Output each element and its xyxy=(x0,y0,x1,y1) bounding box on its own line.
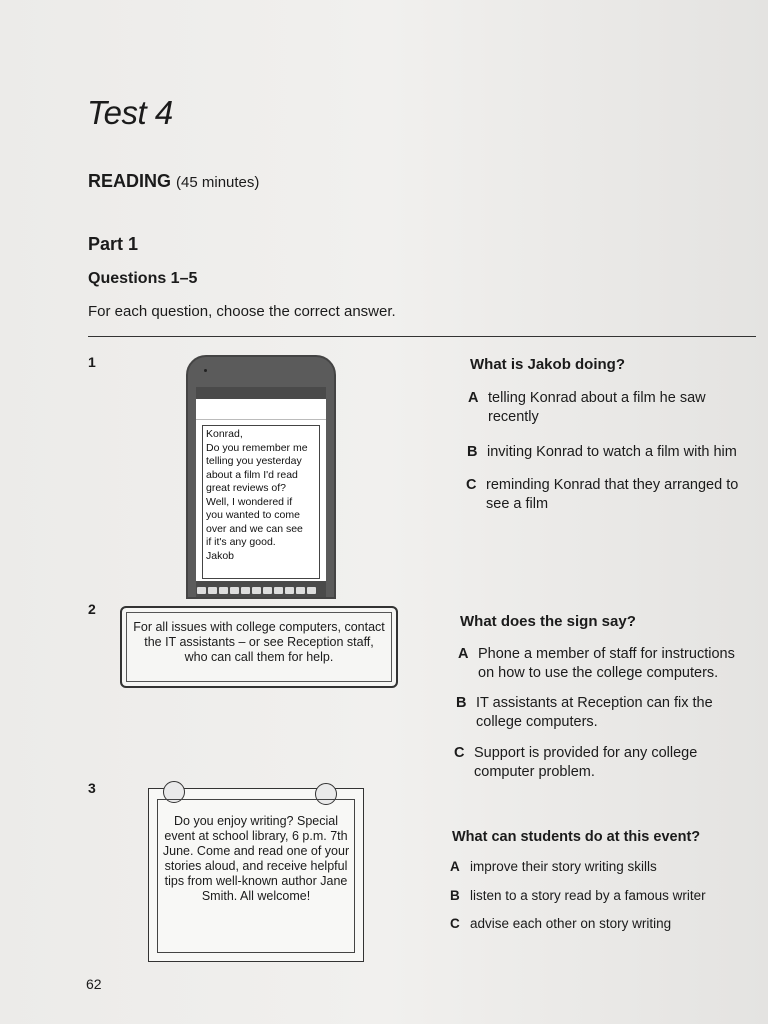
page-number: 62 xyxy=(86,976,102,992)
q2-option-a: A Phone a member of staff for instructions on how to use the college computers. xyxy=(458,646,735,681)
camera-dot xyxy=(204,369,207,372)
message-line: telling you yesterday xyxy=(206,455,302,467)
section-name: READING xyxy=(88,171,172,191)
q1-option-c: C reminding Konrad that they arranged to see a film xyxy=(466,477,739,512)
screen-header xyxy=(196,401,326,420)
poster-frame xyxy=(157,799,355,953)
section-heading xyxy=(88,171,259,192)
phone-keyboard xyxy=(196,581,326,597)
message-line: Jakob xyxy=(206,549,235,562)
question-number-2: 2 xyxy=(88,601,96,617)
sign-text: For all issues with college computers, contact the IT assistants – or see Reception staff, who can call them for help. xyxy=(133,620,385,664)
status-bar xyxy=(196,387,326,399)
question-2-text: What does the sign say? xyxy=(460,613,636,630)
section-duration: (45 minutes) xyxy=(176,174,260,191)
sign-illustration xyxy=(120,606,398,688)
questions-range: Questions 1–5 xyxy=(88,270,198,287)
question-3-text: What can students do at this event? xyxy=(452,829,701,845)
test-title: Test 4 xyxy=(87,94,173,131)
message-line: you wanted to come xyxy=(206,509,300,521)
message-line: Do you remember me xyxy=(206,441,308,454)
q2-option-b: B IT assistants at Reception can fix the college computers. xyxy=(456,695,713,730)
q3-option-b: B listen to a story read by a famous writer xyxy=(450,888,706,903)
part-heading: Part 1 xyxy=(88,234,139,254)
message-line: over and we can see xyxy=(206,522,303,535)
phone-illustration xyxy=(186,355,336,599)
message-line: Konrad, xyxy=(206,428,243,440)
q1-option-b: B inviting Konrad to watch a film with him xyxy=(467,444,737,460)
question-number-3: 3 xyxy=(88,780,96,796)
poster-illustration xyxy=(148,788,364,962)
text-message xyxy=(202,425,320,579)
message-line: Well, I wondered if xyxy=(206,495,293,508)
phone-screen xyxy=(196,387,326,597)
instruction-text: For each question, choose the correct answer. xyxy=(88,303,396,320)
q3-option-a: A improve their story writing skills xyxy=(450,859,657,874)
question-1-text: What is Jakob doing? xyxy=(470,356,626,373)
q1-option-a: A telling Konrad about a film he saw recently xyxy=(468,390,706,425)
message-line: about a film I'd read xyxy=(206,468,298,481)
message-line: if it's any good. xyxy=(206,536,276,548)
poster-text: Do you enjoy writing? Special event at school library, 6 p.m. 7th June. Come and read one of your stories aloud, and receive helpful tips from well-known author Jane Smith. All welcome! xyxy=(162,814,350,903)
divider xyxy=(88,336,756,337)
question-number-1: 1 xyxy=(88,354,96,370)
q3-option-c: C advise each other on story writing xyxy=(450,916,672,931)
q2-option-c: C Support is provided for any college computer problem. xyxy=(454,745,698,780)
message-line: great reviews of? xyxy=(206,482,286,494)
